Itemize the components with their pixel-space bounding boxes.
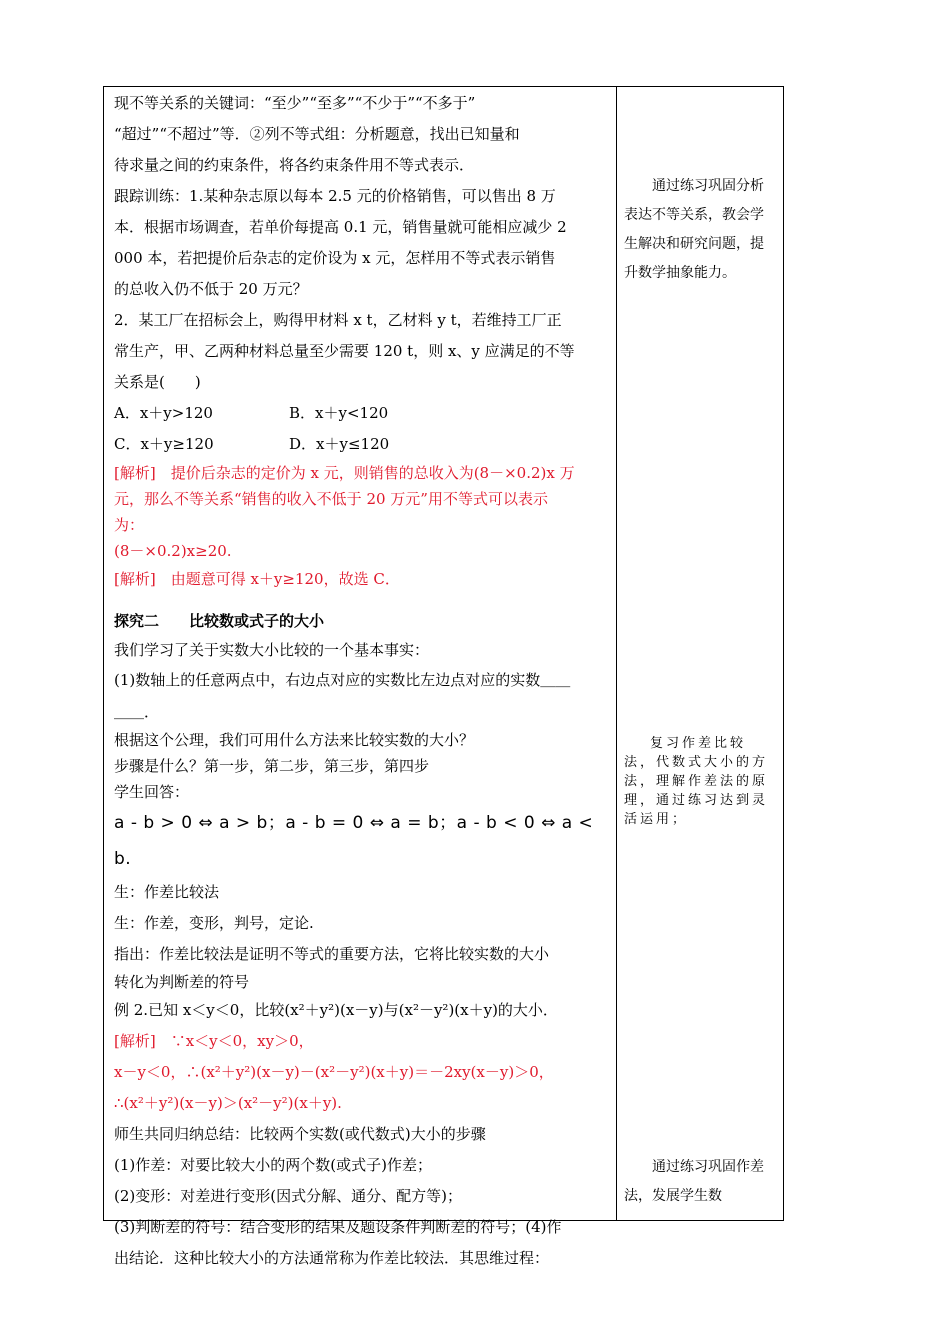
text-line: 例 2.已知 x＜y＜0，比较(x²＋y²)(x－y)与(x²－y²)(x＋y)的大小． xyxy=(114,1001,558,1019)
options-row xyxy=(114,398,610,429)
text-line: (1)数轴上的任意两点中，右边点对应的实数比左边点对应的实数＿＿ xyxy=(114,671,571,689)
text-line: 出结论．这种比较大小的方法通常称为作差比较法．其思维过程： xyxy=(114,1249,550,1267)
section-intro xyxy=(114,637,610,805)
analysis-block xyxy=(114,1026,610,1119)
text-line: (1)作差：对要比较大小的两个数(或式子)作差； xyxy=(114,1156,432,1174)
text-line: 师生共同归纳总结：比较两个实数(或代数式)大小的步骤 xyxy=(114,1125,486,1143)
text-line: 转化为判断差的符号 xyxy=(114,973,250,991)
text-line: 的总收入仍不低于 20 万元？ xyxy=(114,280,308,298)
analysis-line: ∴(x²＋y²)(x－y)＞(x²－y²)(x＋y). xyxy=(114,1094,342,1112)
column-divider xyxy=(616,86,617,1221)
main-content-cell xyxy=(114,88,610,1274)
text-line: 跟踪训练：1.某种杂志原以每本 2.5 元的价格销售，可以售出 8 万 xyxy=(114,187,556,205)
side-note-3: 通过练习巩固作差法，发展学生数 xyxy=(624,1159,764,1204)
text-line: 生：作差比较法 xyxy=(114,883,220,901)
text-line: 生：作差，变形，判号，定论. xyxy=(114,914,314,932)
text-line: 关系是( ) xyxy=(114,373,201,391)
analysis-line: 元，那么不等关系“销售的收入不低于 20 万元”用不等式可以表示 xyxy=(114,490,548,508)
text-line: 本．根据市场调查，若单价每提高 0.1 元，销售量就可能相应减少 2 xyxy=(114,218,567,236)
text-line: 2．某工厂在招标会上，购得甲材料 x t，乙材料 y t，若维持工厂正 xyxy=(114,311,562,329)
option-a: A．x＋y>120 xyxy=(114,404,213,422)
text-line: ＿＿． xyxy=(114,703,160,721)
option-d: D．x＋y≤120 xyxy=(289,435,390,453)
text-line: (3)判断差的符号：结合变形的结果及题设条件判断差的符号；(4)作 xyxy=(114,1218,562,1236)
analysis-line: 为： xyxy=(114,516,145,534)
analysis-line: [解析] ∵x＜y＜0，xy＞0， xyxy=(114,1032,314,1050)
side-note-1: 通过练习巩固分析表达不等关系，教会学生解决和研究问题，提升数学抽象能力。 xyxy=(624,178,764,281)
text-line: 指出：作差比较法是证明不等式的重要方法，它将比较实数的大小 xyxy=(114,945,550,963)
section-title: 探究二 比较数或式子的大小 xyxy=(114,612,325,630)
formula: a - b > 0 ⇔ a > b；a - b = 0 ⇔ a = b；a - b < 0 ⇔ a < b. xyxy=(114,813,594,869)
text-line: 现不等关系的关键词：“至少”“至多”“不少于”“不多于” xyxy=(114,94,476,112)
text-line: “超过”“不超过”等．②列不等式组：分析题意，找出已知量和 xyxy=(114,125,520,143)
side-note-2: 复习作差比较法，代数式大小的方法，理解作差法的原理，通过练习达到灵活运用； xyxy=(624,736,769,827)
analysis-line: [解析] 由题意可得 x＋y≥120，故选 C． xyxy=(114,570,400,588)
text-line: 学生回答： xyxy=(114,783,190,801)
text-line: 步骤是什么？第一步，第二步，第三步，第四步 xyxy=(114,757,430,775)
text-line: 000 本，若把提价后杂志的定价设为 x 元，怎样用不等式表示销售 xyxy=(114,249,556,267)
analysis-block xyxy=(114,460,610,564)
analysis-line: [解析] 提价后杂志的定价为 x 元，则销售的总收入为(8－×0.2)x 万 xyxy=(114,464,575,482)
text-line: 根据这个公理，我们可用什么方法来比较实数的大小？ xyxy=(114,731,475,749)
option-b: B．x＋y<120 xyxy=(289,404,389,422)
text-line: 我们学习了关于实数大小比较的一个基本事实： xyxy=(114,641,430,659)
analysis-line: (8－×0.2)x≥20. xyxy=(114,542,232,560)
analysis-line: x－y＜0，∴(x²＋y²)(x－y)－(x²－y²)(x＋y)＝－2xy(x－y)＞0， xyxy=(114,1063,554,1081)
options-row xyxy=(114,429,610,460)
text-line: 常生产，甲、乙两种材料总量至少需要 120 t，则 x、y 应满足的不等 xyxy=(114,342,575,360)
text-line: 待求量之间的约束条件，将各约束条件用不等式表示． xyxy=(114,156,475,174)
text-line: (2)变形：对差进行变形(因式分解、通分、配方等)； xyxy=(114,1187,462,1205)
option-c: C．x＋y≥120 xyxy=(114,435,214,453)
